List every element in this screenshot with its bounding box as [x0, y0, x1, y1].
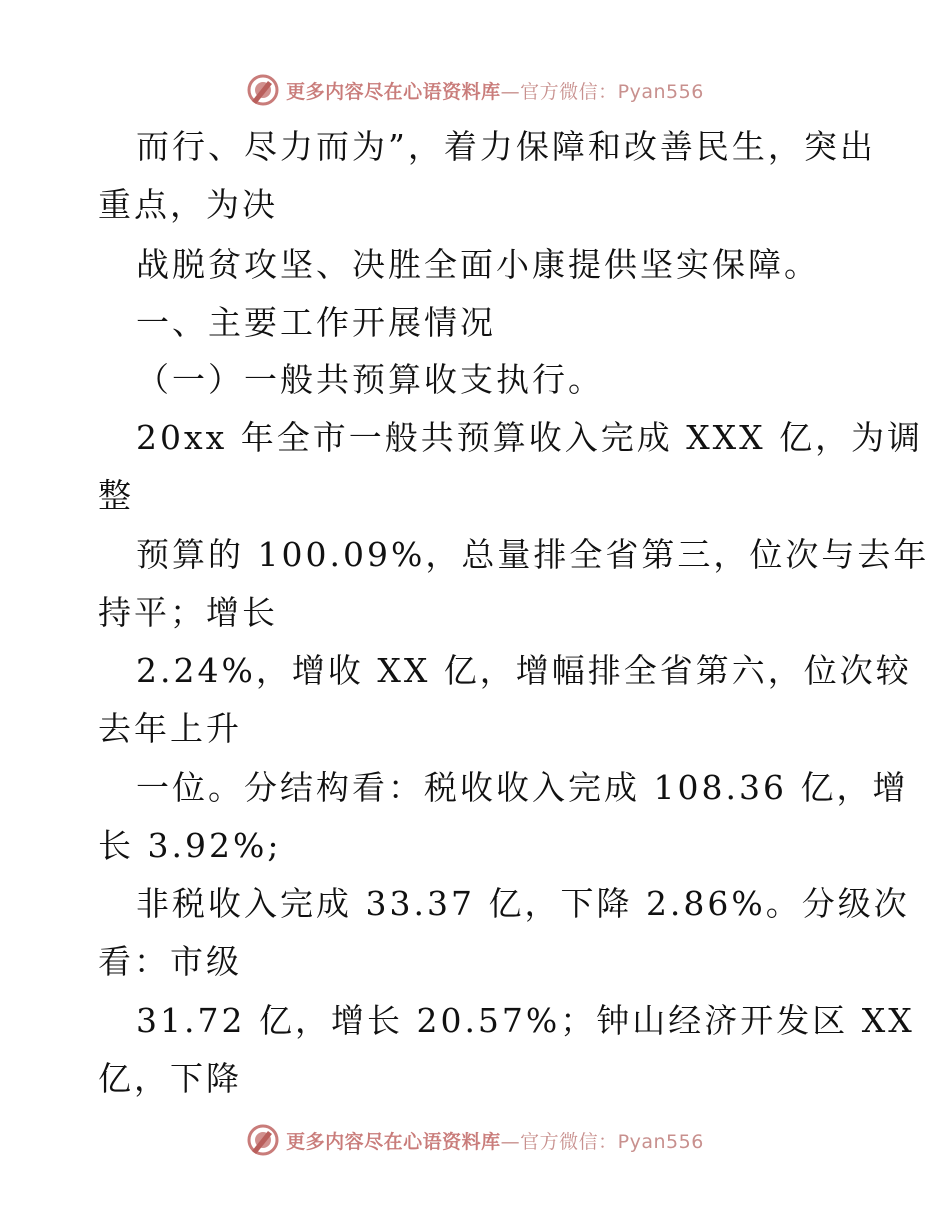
body-line: 一位。分结构看：税收收入完成 108.36 亿，增	[136, 768, 909, 807]
section-heading: 一、主要工作开展情况	[136, 303, 496, 342]
pen-circle-logo-icon	[246, 73, 280, 107]
watermark-text: 更多内容尽在心语资料库—官方微信：Pyan556	[286, 1130, 704, 1153]
body-line: 预算的 100.09%，总量排全省第三，位次与去年	[136, 535, 930, 574]
body-line: 战脱贫攻坚、决胜全面小康提供坚实保障。	[136, 245, 820, 284]
footer-watermark	[0, 1120, 950, 1160]
body-line: 整	[98, 476, 134, 515]
body-line: 亿，下降	[98, 1059, 242, 1098]
body-line: 2.24%，增收 XX 亿，增幅排全省第六，位次较	[136, 651, 912, 690]
body-line: 持平；增长	[98, 593, 278, 632]
body-line: 而行、尽力而为”，着力保障和改善民生，突出	[136, 127, 876, 166]
body-line: 去年上升	[98, 709, 242, 748]
body-line: 长 3.92%;	[98, 826, 282, 865]
body-line: 非税收入完成 33.37 亿，下降 2.86%。分级次	[136, 884, 910, 923]
pen-circle-logo-icon	[246, 1123, 280, 1157]
subsection-heading: （一）一般共预算收支执行。	[136, 360, 604, 399]
body-line: 重点，为决	[98, 185, 278, 224]
body-line: 看：市级	[98, 942, 242, 981]
watermark-text: 更多内容尽在心语资料库—官方微信：Pyan556	[286, 80, 704, 103]
body-line: 20xx 年全市一般共预算收入完成 XXX 亿，为调	[136, 418, 924, 457]
header-watermark	[0, 70, 950, 110]
body-line: 31.72 亿，增长 20.57%；钟山经济开发区 XX	[136, 1001, 915, 1040]
